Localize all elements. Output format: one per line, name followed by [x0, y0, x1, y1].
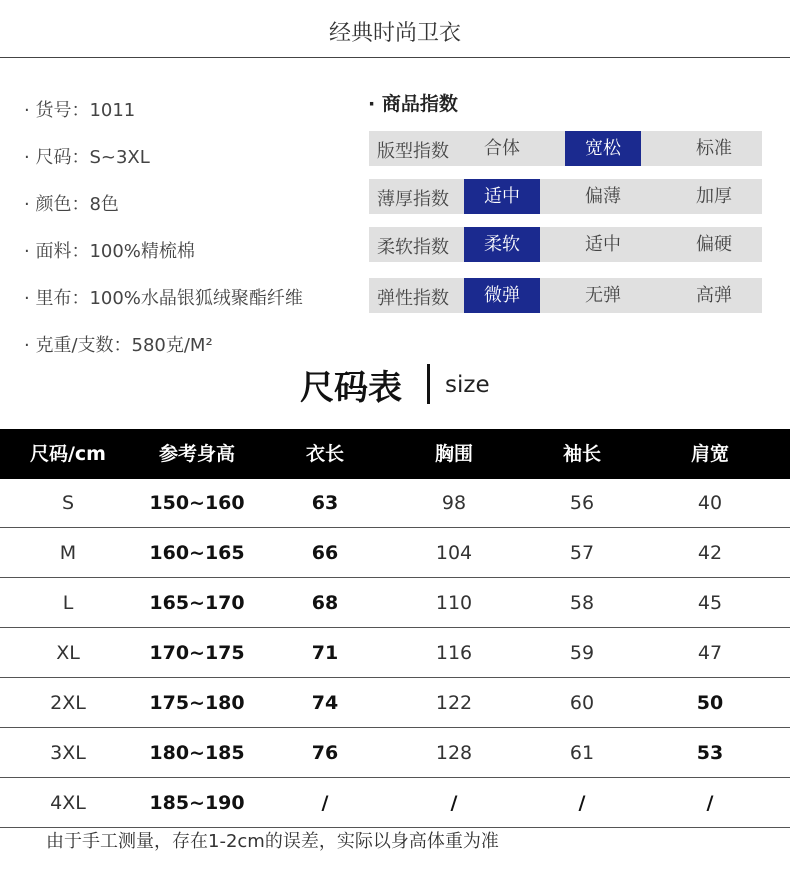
index-option-selected: 微弹: [464, 278, 540, 313]
index-label: 弹性指数: [377, 288, 449, 309]
table-cell: 185~190: [149, 792, 245, 814]
row-divider: [0, 727, 790, 728]
title-separator: [427, 364, 430, 404]
index-row: [369, 278, 762, 313]
table-cell: 57: [569, 542, 595, 564]
size-chart-subtitle: size: [445, 372, 490, 398]
table-cell: 4XL: [50, 792, 86, 814]
index-option: 高弹: [696, 285, 732, 306]
table-cell: 68: [311, 592, 339, 614]
table-cell: 3XL: [50, 742, 86, 764]
row-divider: [0, 577, 790, 578]
table-row: [0, 479, 790, 529]
page-title: 经典时尚卫衣: [328, 21, 461, 46]
table-row: [0, 629, 790, 679]
table-cell: 76: [311, 742, 339, 764]
table-cell: 74: [311, 692, 339, 714]
spec-item: · 尺码：S~3XL: [24, 147, 150, 168]
table-cell: /: [706, 792, 714, 814]
index-row: [369, 179, 762, 214]
index-option: 适中: [585, 234, 621, 255]
table-cell: 180~185: [149, 742, 245, 764]
index-label: 版型指数: [377, 141, 449, 162]
table-cell: 47: [697, 642, 723, 664]
column-header: 尺码/cm: [29, 443, 106, 465]
index-option: 无弹: [585, 285, 621, 306]
measurement-note: 由于手工测量，存在1-2cm的误差，实际以身高体重为准: [46, 831, 499, 852]
table-row: [0, 679, 790, 729]
index-label: 薄厚指数: [377, 189, 449, 210]
spec-item: · 里布：100%水晶银狐绒聚酯纤维: [24, 288, 303, 309]
row-divider: [0, 777, 790, 778]
table-cell: 60: [569, 692, 595, 714]
index-option: 加厚: [696, 186, 732, 207]
table-cell: 50: [696, 692, 724, 714]
table-cell: 128: [435, 742, 473, 764]
table-cell: 110: [435, 592, 473, 614]
product-specs: [24, 96, 303, 378]
table-cell: 59: [569, 642, 595, 664]
table-cell: 61: [569, 742, 595, 764]
title-divider: [0, 57, 790, 58]
index-option-selected: 适中: [464, 179, 540, 214]
column-header: 胸围: [434, 443, 473, 465]
index-option: 标准: [696, 138, 732, 159]
row-divider: [0, 627, 790, 628]
table-cell: 122: [435, 692, 473, 714]
table-cell: XL: [56, 642, 80, 664]
table-cell: 56: [569, 492, 595, 514]
table-cell: 2XL: [50, 692, 86, 714]
table-cell: /: [450, 792, 458, 814]
index-option: 合体: [484, 138, 520, 159]
index-row: [369, 227, 762, 262]
table-cell: 116: [435, 642, 473, 664]
table-cell: 150~160: [149, 492, 245, 514]
index-option-selected: 宽松: [565, 131, 641, 166]
table-cell: /: [321, 792, 329, 814]
spec-item: · 面料：100%精梳棉: [24, 241, 195, 262]
table-cell: M: [59, 542, 77, 564]
row-divider: [0, 677, 790, 678]
table-cell: 53: [696, 742, 724, 764]
index-option: 偏硬: [696, 234, 732, 255]
column-header: 袖长: [562, 443, 601, 465]
size-table-header: [0, 429, 790, 479]
index-option-selected: 柔软: [464, 227, 540, 262]
table-cell: S: [61, 492, 75, 514]
table-cell: 170~175: [149, 642, 245, 664]
index-label: 柔软指数: [377, 237, 449, 258]
size-chart-title: 尺码表: [300, 368, 402, 408]
table-cell: /: [578, 792, 586, 814]
table-cell: 165~170: [149, 592, 245, 614]
column-header: 衣长: [305, 443, 344, 465]
table-row: [0, 729, 790, 779]
column-header: 肩宽: [690, 443, 729, 465]
row-divider: [0, 527, 790, 528]
index-heading: · 商品指数: [368, 93, 458, 115]
table-cell: L: [62, 592, 74, 614]
table-cell: 160~165: [149, 542, 245, 564]
spec-item: · 货号：1011: [24, 100, 136, 121]
table-cell: 40: [697, 492, 723, 514]
table-cell: 42: [697, 542, 723, 564]
column-header: 参考身高: [158, 443, 235, 465]
table-cell: 71: [311, 642, 339, 664]
index-option: 偏薄: [585, 186, 621, 207]
table-row: [0, 579, 790, 629]
table-cell: 104: [435, 542, 473, 564]
table-cell: 63: [311, 492, 339, 514]
index-row: [369, 131, 762, 166]
table-row: [0, 779, 790, 829]
table-cell: 66: [311, 542, 339, 564]
table-cell: 98: [441, 492, 467, 514]
table-cell: 58: [569, 592, 595, 614]
table-row: [0, 529, 790, 579]
table-cell: 45: [697, 592, 723, 614]
spec-item: · 颜色：8色: [24, 194, 119, 215]
table-cell: 175~180: [149, 692, 245, 714]
spec-item: · 克重/支数：580克/M²: [24, 335, 213, 356]
